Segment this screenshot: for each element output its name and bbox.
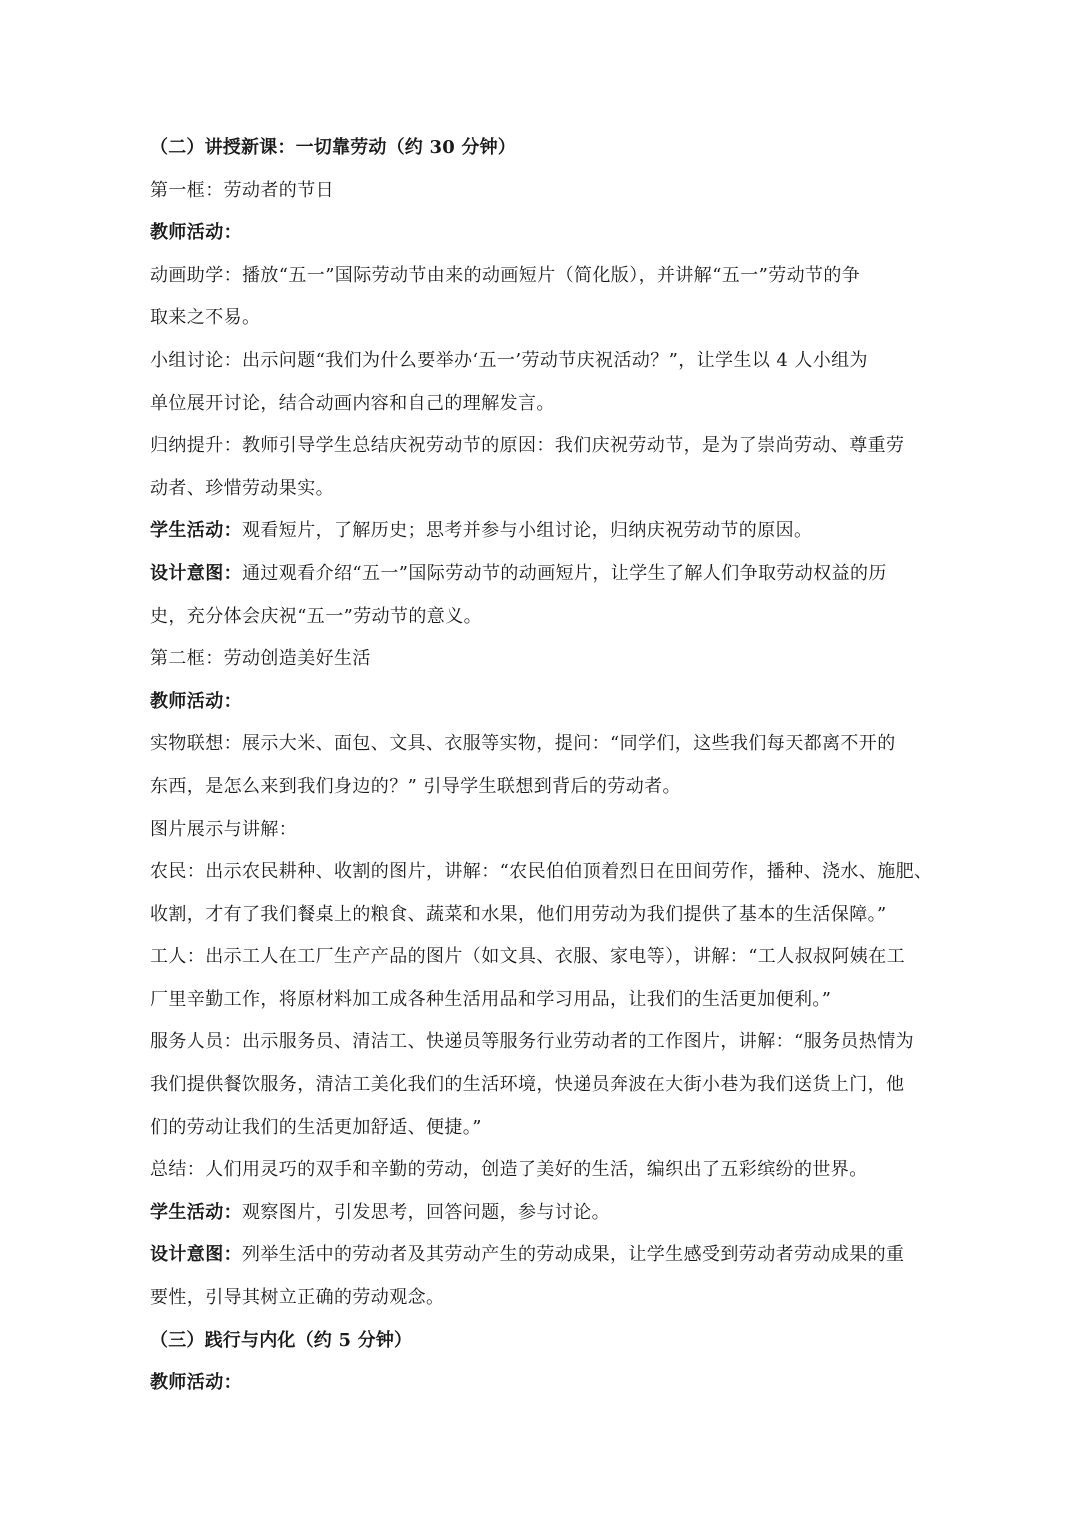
section-heading-new-lesson: （二）讲授新课：一切靠劳动（约 30 分钟） <box>150 137 516 158</box>
paragraph-worker-line-2: 厂里辛勤工作，将原材料加工成各种生活用品和学习用品，让我们的生活更加便利。” <box>150 988 832 1010</box>
student-activity-row <box>150 510 935 553</box>
design-intent-row-2 <box>150 1234 935 1277</box>
paragraph-service-line-1: 服务人员：出示服务员、清洁工、快递员等服务行业劳动者的工作图片，讲解：“服务员热情为 <box>150 1031 914 1053</box>
paragraph-animation-line-1: 动画助学：播放“五一”国际劳动节由来的动画短片（简化版），并讲解“五一”劳动节的争 <box>150 264 861 286</box>
paragraph-service-line-3: 们的劳动让我们的生活更加舒适、便捷。” <box>150 1116 482 1138</box>
paragraph-farmer-line-1: 农民：出示农民耕种、收割的图片，讲解：“农民伯伯顶着烈日在田间劳作，播种、浇水、施肥、 <box>150 861 933 883</box>
paragraph-discussion-line-1: 小组讨论：出示问题“我们为什么要举办‘五一’劳动节庆祝活动？”，让学生以 4 人小组为 <box>150 349 868 371</box>
section-heading-practice: （三）践行与内化（约 5 分钟） <box>150 1329 413 1351</box>
paragraph-worker-line-1: 工人：出示工人在工厂生产产品的图片（如文具、衣服、家电等），讲解：“工人叔叔阿姨在工 <box>150 946 905 968</box>
student-activity-text-2: 观察图片，引发思考，回答问题，参与讨论。 <box>242 1201 610 1223</box>
design-intent-row <box>150 553 935 596</box>
paragraph-farmer-line-2: 收割，才有了我们餐桌上的粮食、蔬菜和水果，他们用劳动为我们提供了基本的生活保障。” <box>150 903 887 925</box>
student-activity-label-2: 学生活动： <box>150 1201 242 1223</box>
frame-title-labor-creates: 第二框：劳动创造美好生活 <box>150 648 371 670</box>
paragraph-summary-line-2: 动者、珍惜劳动果实。 <box>150 477 334 499</box>
paragraph-conclusion: 总结：人们用灵巧的双手和辛勤的劳动，创造了美好的生活，编织出了五彩缤纷的世界。 <box>150 1159 868 1181</box>
paragraph-discussion-line-2: 单位展开讨论，结合动画内容和自己的理解发言。 <box>150 392 555 414</box>
paragraph-animation-line-2: 取来之不易。 <box>150 307 261 329</box>
design-intent-text-2-1: 列举生活中的劳动者及其劳动产生的劳动成果，让学生感受到劳动者劳动成果的重 <box>242 1244 905 1266</box>
teacher-activity-label-2: 教师活动： <box>150 690 242 712</box>
design-intent-label: 设计意图： <box>150 562 242 584</box>
design-intent-line-2: 史，充分体会庆祝“五一”劳动节的意义。 <box>150 605 483 627</box>
paragraph-summary-line-1: 归纳提升：教师引导学生总结庆祝劳动节的原因：我们庆祝劳动节，是为了崇尚劳动、尊重劳 <box>150 435 905 457</box>
paragraph-service-line-2: 我们提供餐饮服务，清洁工美化我们的生活环境，快递员奔波在大街小巷为我们送货上门，他 <box>150 1074 905 1096</box>
design-intent-text-1: 通过观看介绍“五一”国际劳动节的动画短片，让学生了解人们争取劳动权益的历 <box>242 562 887 584</box>
paragraph-objects-line-1: 实物联想：展示大米、面包、文具、衣服等实物，提问：“同学们，这些我们每天都离不开的 <box>150 733 896 755</box>
paragraph-objects-line-2: 东西，是怎么来到我们身边的？” 引导学生联想到背后的劳动者。 <box>150 775 681 797</box>
teacher-activity-label-3: 教师活动： <box>150 1372 242 1394</box>
teacher-activity-label: 教师活动： <box>150 222 242 244</box>
frame-title-workers-day: 第一框：劳动者的节日 <box>150 179 334 201</box>
document-page <box>150 127 935 1405</box>
design-intent-2-line-2: 要性，引导其树立正确的劳动观念。 <box>150 1287 445 1309</box>
student-activity-row-2 <box>150 1192 935 1235</box>
student-activity-text: 观看短片，了解历史；思考并参与小组讨论，归纳庆祝劳动节的原因。 <box>242 520 813 542</box>
paragraph-pictures: 图片展示与讲解： <box>150 818 298 840</box>
student-activity-label: 学生活动： <box>150 520 242 542</box>
design-intent-label-2: 设计意图： <box>150 1244 242 1266</box>
